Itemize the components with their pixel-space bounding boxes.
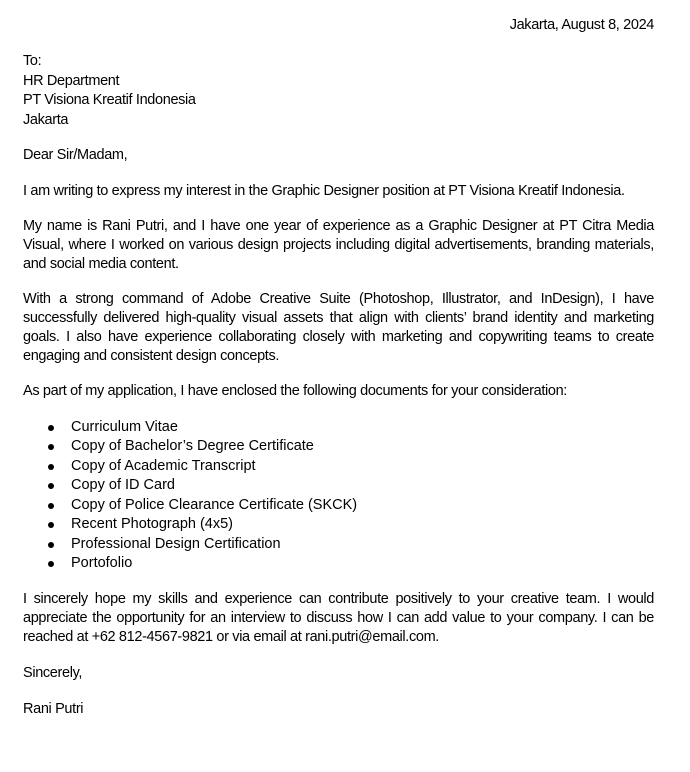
recipient-company: PT Visiona Kreatif Indonesia bbox=[23, 92, 196, 109]
recipient-city: Jakarta bbox=[23, 111, 69, 128]
document-label: Professional Design Certification bbox=[71, 535, 281, 552]
paragraph-enclosures: As part of my application, I have enclosed the following documents for your consideration: bbox=[23, 382, 567, 399]
bullet-icon bbox=[48, 561, 54, 567]
document-label: Copy of Academic Transcript bbox=[71, 457, 256, 474]
bullet-icon bbox=[48, 503, 54, 509]
list-item bbox=[23, 515, 654, 535]
list-item bbox=[23, 418, 654, 438]
paragraph-closing: I sincerely hope my skills and experience can contribute positively to your creative team. I would appreciate the opportunity for an interview to discuss how I can add value to your company. I can be reached at +62 812-4567-9821 or via email at rani.putri@email.com. bbox=[23, 590, 654, 645]
salutation: Dear Sir/Madam, bbox=[23, 147, 128, 164]
list-item bbox=[23, 476, 654, 496]
bullet-icon bbox=[48, 542, 54, 548]
closing: Sincerely, bbox=[23, 664, 83, 681]
document-label: Curriculum Vitae bbox=[71, 418, 178, 435]
document-label: Recent Photograph (4x5) bbox=[71, 516, 234, 533]
letter-date: Jakarta, August 8, 2024 bbox=[509, 17, 654, 33]
list-item bbox=[23, 437, 654, 457]
document-label: Copy of Bachelor’s Degree Certificate bbox=[71, 438, 314, 455]
paragraph-experience: My name is Rani Putri, and I have one year of experience as a Graphic Designer at PT Citra Media Visual, where I worked on various design projects including digital advertisements, branding materials, and social media content. bbox=[23, 217, 654, 272]
signature: Rani Putri bbox=[23, 700, 84, 717]
document-label: Copy of ID Card bbox=[71, 477, 175, 494]
enclosed-documents-list bbox=[23, 418, 654, 574]
recipient-to-label: To: bbox=[23, 53, 42, 70]
recipient-block bbox=[23, 52, 654, 130]
recipient-department: HR Department bbox=[23, 72, 120, 89]
document-label: Copy of Police Clearance Certificate (SKCK) bbox=[71, 496, 358, 513]
paragraph-skills: With a strong command of Adobe Creative Suite (Photoshop, Illustrator, and InDesign), I have successfully delivered high-quality visual assets that align with clients’ brand identity and marketing goals. I also have experience collaborating closely with marketing and copywriting teams to create engaging and consistent design concepts. bbox=[23, 290, 654, 364]
list-item bbox=[23, 496, 654, 516]
bullet-icon bbox=[48, 425, 54, 431]
bullet-icon bbox=[48, 483, 54, 489]
document-label: Portofolio bbox=[71, 555, 133, 572]
paragraph-intro: I am writing to express my interest in the Graphic Designer position at PT Visiona Kreatif Indonesia. bbox=[23, 182, 625, 199]
bullet-icon bbox=[48, 444, 54, 450]
bullet-icon bbox=[48, 464, 54, 470]
list-item bbox=[23, 554, 654, 574]
list-item bbox=[23, 457, 654, 477]
bullet-icon bbox=[48, 522, 54, 528]
list-item bbox=[23, 535, 654, 555]
